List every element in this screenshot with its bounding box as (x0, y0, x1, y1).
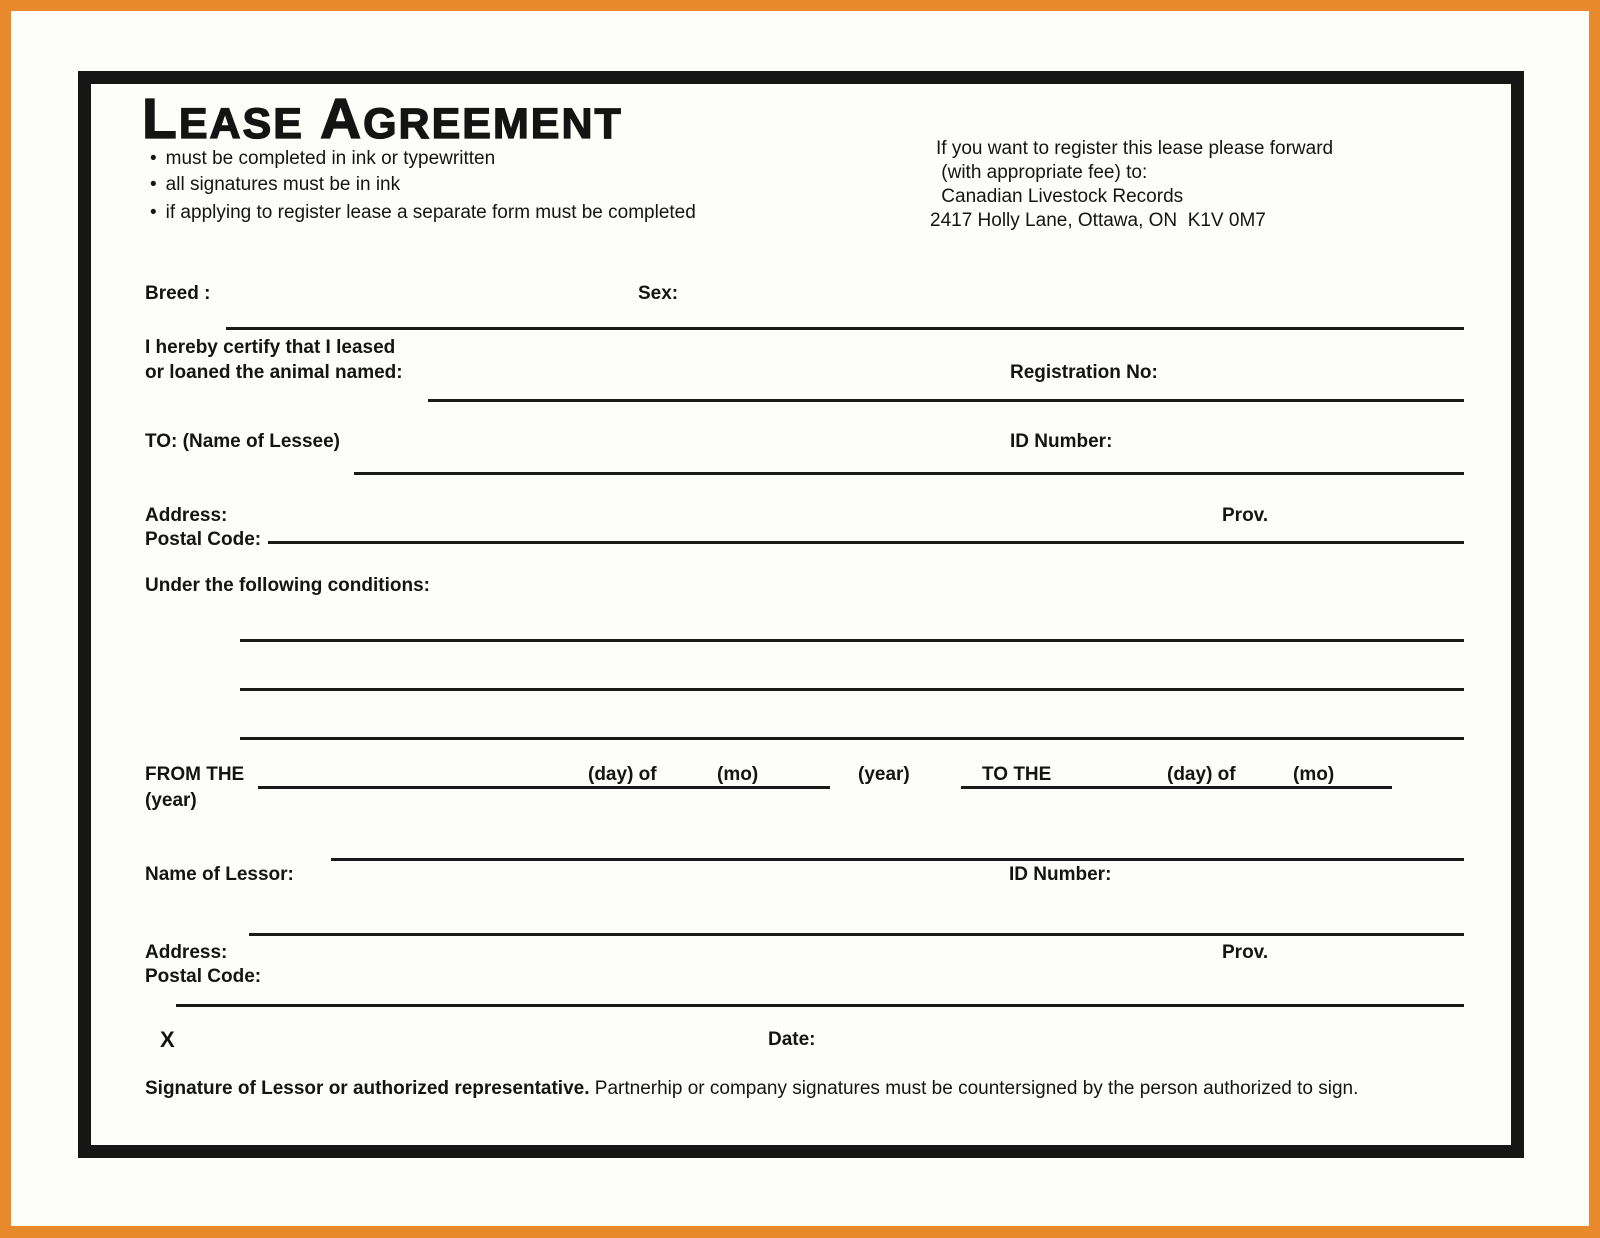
prov-label: Prov. (1222, 942, 1269, 963)
date-label: Date: (768, 1029, 816, 1050)
title-initial: L (142, 87, 179, 151)
note-text: all signatures must be in ink (165, 174, 401, 195)
to-the-label: TO THE (982, 764, 1052, 785)
note-item (150, 174, 400, 196)
year-label: (year) (145, 790, 197, 811)
postal-code-label: Postal Code: (145, 966, 262, 987)
lessor-name-label: Name of Lessor: (145, 864, 294, 885)
note-text: must be completed in ink or typewritten (165, 148, 496, 169)
conditions-line-3 (240, 737, 1464, 740)
bullet-icon: • (150, 148, 157, 169)
address-label: Address: (145, 942, 228, 963)
lessor-address-line (249, 933, 1464, 936)
conditions-line-1 (240, 639, 1464, 642)
bullet-icon: • (150, 174, 157, 195)
signature-note-regular: Partnerhip or company signatures must be countersigned by the person authorized to sign. (589, 1078, 1359, 1099)
postal-code-line (268, 541, 1464, 544)
note-text: if applying to register lease a separate form must be completed (165, 202, 696, 223)
mo-label: (mo) (1293, 764, 1335, 785)
certify-label-line2: or loaned the animal named: (145, 362, 403, 383)
sex-label: Sex: (638, 283, 679, 304)
register-info-line: 2417 Holly Lane, Ottawa, ON K1V 0M7 (930, 210, 1266, 231)
lessee-name-label: TO: (Name of Lessee) (145, 431, 340, 452)
day-of-label: (day) of (1167, 764, 1236, 785)
signature-note (145, 1078, 1358, 1100)
title-initial: A (319, 87, 364, 151)
postal-code-label: Postal Code: (145, 529, 262, 550)
day-of-label: (day) of (588, 764, 657, 785)
mo-label: (mo) (717, 764, 759, 785)
note-item (150, 202, 696, 224)
signature-x-mark: X (160, 1027, 175, 1052)
address-label: Address: (145, 505, 228, 526)
lessor-name-line (331, 858, 1464, 861)
to-date-line (961, 786, 1392, 789)
register-info-line: If you want to register this lease please forward (936, 138, 1334, 159)
title-rest: GREEMENT (363, 100, 623, 148)
register-info-line: (with appropriate fee) to: (936, 162, 1148, 183)
conditions-label: Under the following conditions: (145, 575, 430, 596)
lessee-line (354, 472, 1464, 475)
signature-line (176, 1004, 1464, 1007)
id-number-label: ID Number: (1009, 864, 1112, 885)
breed-label: Breed : (145, 283, 211, 304)
form-border (78, 71, 1524, 1158)
id-number-label: ID Number: (1010, 431, 1113, 452)
from-date-line (258, 786, 830, 789)
title-rest: EASE (178, 100, 304, 148)
animal-name-line (428, 399, 1464, 402)
year-label: (year) (858, 764, 910, 785)
conditions-line-2 (240, 688, 1464, 691)
registration-no-label: Registration No: (1010, 362, 1158, 383)
note-item (150, 148, 495, 170)
breed-sex-line (226, 327, 1464, 330)
register-info-line: Canadian Livestock Records (936, 186, 1184, 207)
from-the-label: FROM THE (145, 764, 245, 785)
page-title (142, 86, 623, 152)
signature-note-bold: Signature of Lessor or authorized representative. (145, 1078, 590, 1099)
certify-label-line1: I hereby certify that I leased (145, 337, 396, 358)
bullet-icon: • (150, 202, 157, 223)
prov-label: Prov. (1222, 505, 1269, 526)
